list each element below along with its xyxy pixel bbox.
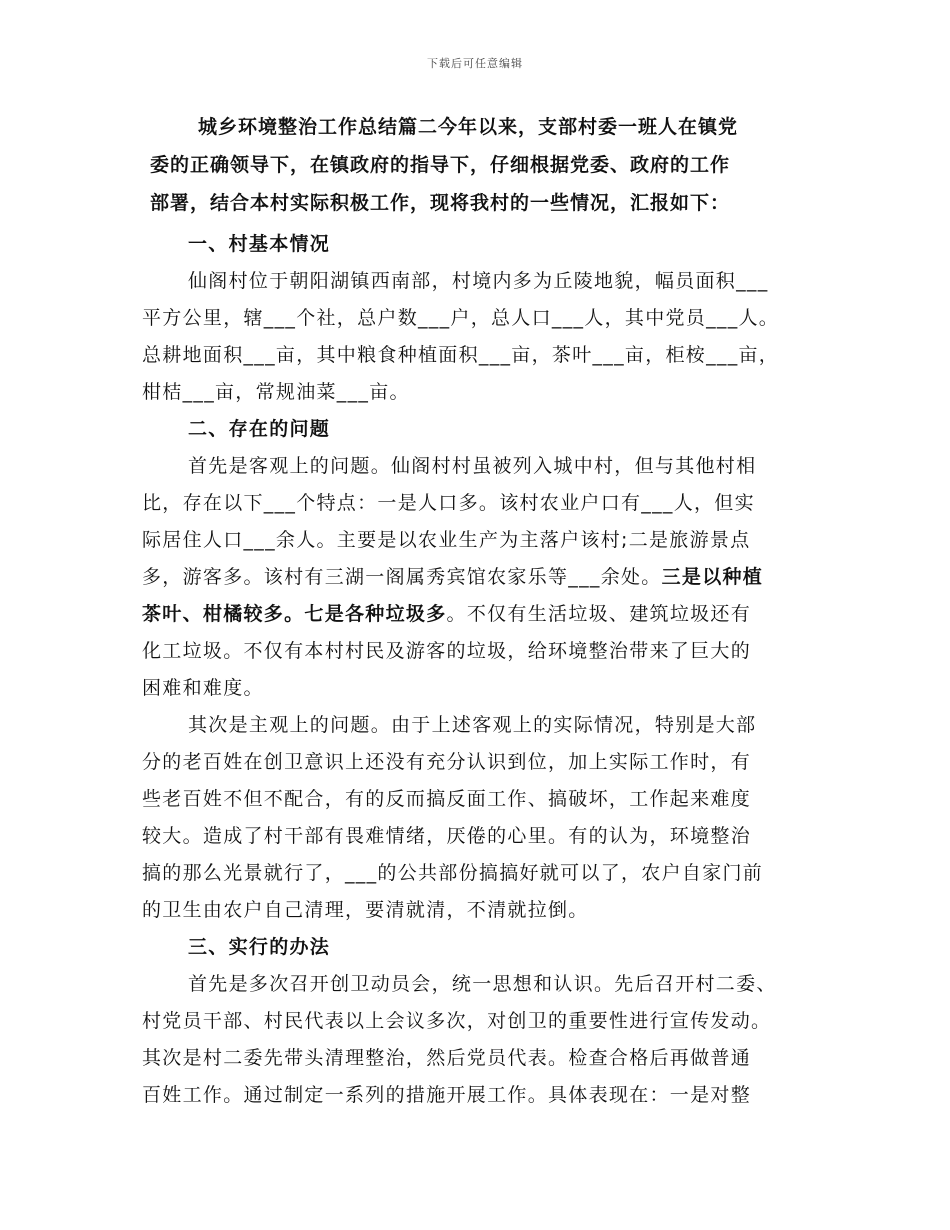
title-line-1: 城乡环境整治工作总结篇二今年以来，支部村委一班人在镇党 bbox=[198, 116, 739, 138]
paragraph-text: 。不仅有生活垃圾、建筑垃圾还有 bbox=[446, 603, 752, 625]
bold-emphasis: 三是以种植 bbox=[661, 566, 764, 588]
paragraph-line: 村党员干部、村民代表以上会议多次，对创卫的重要性进行宣传发动。 bbox=[142, 1010, 772, 1032]
paragraph-line: 柑桔___亩，常规油菜___亩。 bbox=[142, 381, 410, 403]
bold-emphasis: 茶叶、柑橘较多。七是各种垃圾多 bbox=[142, 603, 447, 625]
paragraph-line bbox=[142, 596, 822, 633]
title-line-2: 委的正确领导下，在镇政府的指导下，仔细根据党委、政府的工作 bbox=[150, 154, 731, 176]
section-heading-basic-info: 一、村基本情况 bbox=[188, 233, 331, 255]
section-heading-problems: 二、存在的问题 bbox=[188, 418, 331, 440]
title-line-3: 部署，结合本村实际积极工作，现将我村的一些情况，汇报如下： bbox=[150, 192, 731, 214]
paragraph-text: 多，游客多。该村有三湖一阁属秀宾馆农家乐等___余处。 bbox=[142, 566, 662, 588]
paragraph-line: 总耕地面积___亩，其中粮食种植面积___亩，茶叶___亩，柜桉___亩， bbox=[142, 344, 780, 366]
paragraph-line: 其次是主观上的问题。由于上述客观上的实际情况，特别是大部 bbox=[188, 714, 757, 736]
paragraph-line: 际居住人口___余人。主要是以农业生产为主落户该村;二是旅游景点 bbox=[142, 529, 751, 551]
paragraph-line: 首先是客观上的问题。仙阁村村虽被列入城中村，但与其他村相 bbox=[188, 455, 757, 477]
paragraph-line: 搞的那么光景就行了，___的公共部份搞搞好就可以了，农户自家门前 bbox=[142, 862, 764, 884]
paragraph-line bbox=[142, 559, 822, 596]
document-body bbox=[142, 226, 822, 1114]
document-title bbox=[150, 108, 800, 222]
paragraph-line: 平方公里，辖___个社，总户数___户，总人口___人，其中党员___人。 bbox=[142, 307, 780, 329]
paragraph-line: 困难和难度。 bbox=[142, 677, 264, 699]
paragraph-line: 首先是多次召开创卫动员会，统一思想和认识。先后召开村二委、 bbox=[188, 973, 777, 995]
paragraph-line: 分的老百姓在创卫意识上还没有充分认识到位，加上实际工作时，有 bbox=[142, 751, 752, 773]
paragraph-line: 其次是村二委先带头清理整治，然后党员代表。检查合格后再做普通 bbox=[142, 1047, 752, 1069]
paragraph-line: 较大。造成了村干部有畏难情绪，厌倦的心里。有的认为，环境整治 bbox=[142, 825, 752, 847]
paragraph-line: 比，存在以下___个特点：一是人口多。该村农业户口有___人，但实 bbox=[142, 492, 755, 514]
header-note: 下载后可任意编辑 bbox=[427, 57, 523, 70]
paragraph-line: 些老百姓不但不配合，有的反而搞反面工作、搞破坏，工作起来难度 bbox=[142, 788, 752, 810]
paragraph-line: 仙阁村位于朝阳湖镇西南部，村境内多为丘陵地貌，幅员面积___ bbox=[188, 270, 769, 292]
section-heading-methods: 三、实行的办法 bbox=[188, 936, 331, 958]
paragraph-line: 百姓工作。通过制定一系列的措施开展工作。具体表现在：一是对整 bbox=[142, 1084, 752, 1106]
paragraph-line: 的卫生由农户自己清理，要清就清，不清就拉倒。 bbox=[142, 899, 589, 921]
paragraph-line: 化工垃圾。不仅有本村村民及游客的垃圾，给环境整治带来了巨大的 bbox=[142, 640, 752, 662]
